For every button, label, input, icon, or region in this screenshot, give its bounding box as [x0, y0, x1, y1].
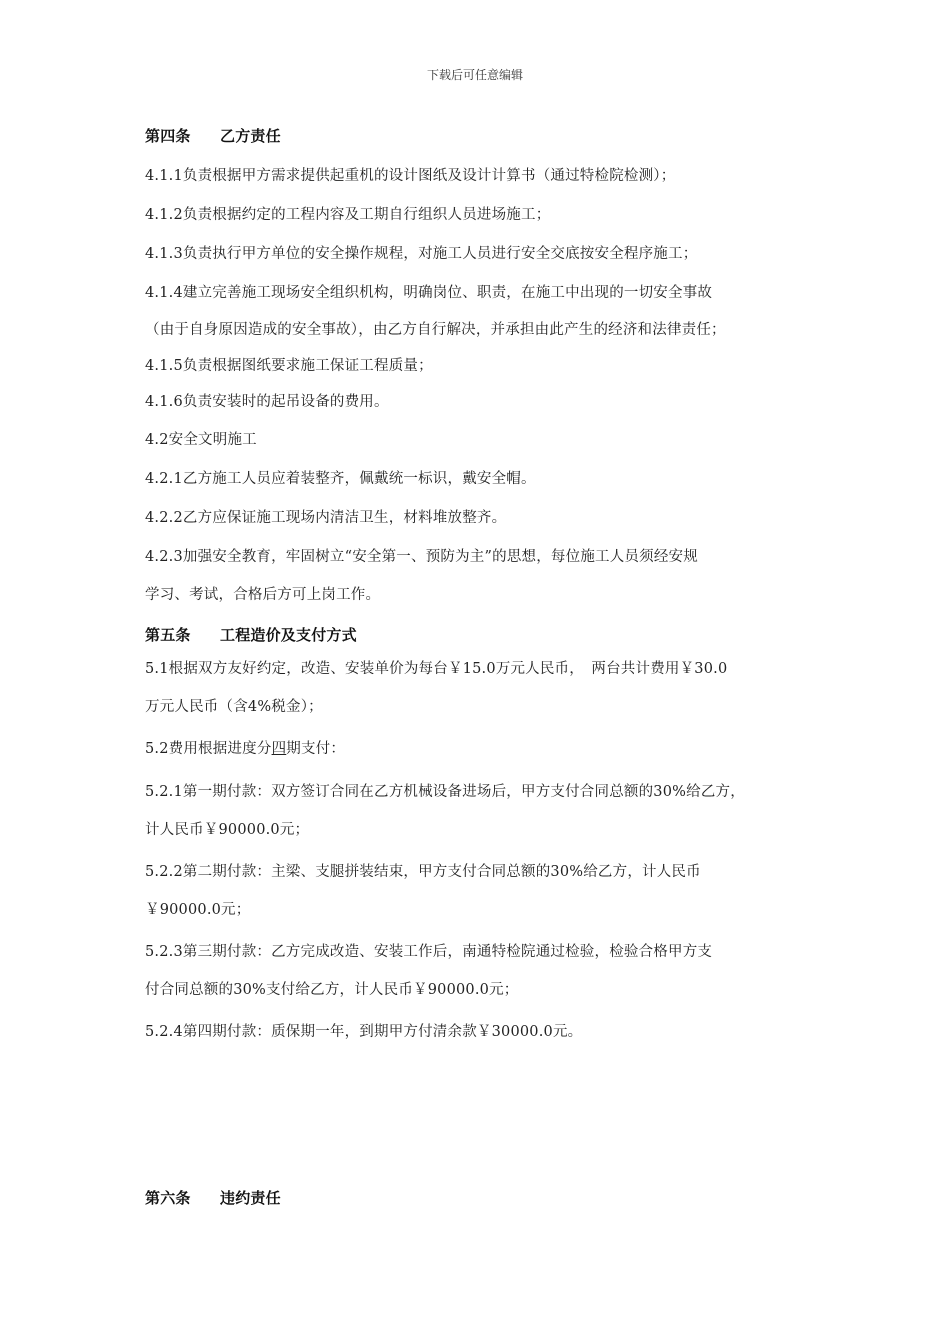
- clause-5-2-underlined: 四: [271, 741, 287, 757]
- clause-4-2: 4.2安全文明施工: [145, 432, 257, 448]
- clause-5-1-line2: 万元人民币（含4%税金）；: [145, 699, 323, 715]
- clause-4-1-2: 4.1.2负责根据约定的工程内容及工期自行组织人员进场施工；: [145, 207, 551, 223]
- clause-4-1-5: 4.1.5负责根据图纸要求施工保证工程质量；: [145, 358, 433, 374]
- clause-5-2-3-line1: 5.2.3第三期付款：乙方完成改造、安装工作后，南通特检院通过检验，检验合格甲方支: [145, 944, 713, 960]
- clause-5-2-prefix: 5.2费用根据进度分: [145, 741, 272, 757]
- clause-5-2-2-line2: ￥90000.0元；: [145, 902, 251, 918]
- clause-4-2-1: 4.2.1乙方施工人员应着装整齐，佩戴统一标识，戴安全帽。: [145, 471, 536, 487]
- clause-4-1-4-line2: （由于自身原因造成的安全事故），由乙方自行解决，并承担由此产生的经济和法律责任；: [145, 322, 726, 338]
- article-4-title: 乙方责任: [220, 127, 281, 145]
- article-5-heading: [145, 626, 357, 644]
- clause-5-2-4: 5.2.4第四期付款：质保期一年，到期甲方付清余款￥30000.0元。: [145, 1024, 583, 1040]
- article-6-heading: [145, 1189, 281, 1207]
- clause-5-2-suffix: 期支付：: [286, 741, 346, 757]
- article-5-number: 第五条: [145, 626, 191, 644]
- clause-5-1-line1: 5.1根据双方友好约定，改造、安装单价为每台￥15.0万元人民币， 两台共计费用￥30.0: [145, 661, 728, 677]
- clause-4-2-3-line1: 4.2.3加强安全教育，牢固树立“安全第一、预防为主”的思想，每位施工人员须经安规: [145, 549, 698, 565]
- article-4-number: 第四条: [145, 127, 191, 145]
- clause-4-1-6: 4.1.6负责安装时的起吊设备的费用。: [145, 394, 389, 410]
- clause-5-2-2-line1: 5.2.2第二期付款：主梁、支腿拼装结束，甲方支付合同总额的30%给乙方，计人民币: [145, 864, 701, 880]
- clause-4-2-3-line2: 学习、考试，合格后方可上岗工作。: [145, 587, 381, 603]
- clause-5-2-1-line2: 计人民币￥90000.0元；: [145, 822, 310, 838]
- clause-4-1-1: 4.1.1负责根据甲方需求提供起重机的设计图纸及设计计算书（通过特检院检测）；: [145, 168, 676, 184]
- article-4-heading: [145, 127, 281, 145]
- clause-5-2: [145, 740, 345, 758]
- clause-4-1-3: 4.1.3负责执行甲方单位的安全操作规程，对施工人员进行安全交底按安全程序施工；: [145, 246, 698, 262]
- clause-5-2-3-line2: 付合同总额的30%支付给乙方，计人民币￥90000.0元；: [145, 982, 519, 998]
- article-6-number: 第六条: [145, 1189, 191, 1207]
- page-header: 下载后可任意编辑: [426, 68, 523, 82]
- article-6-title: 违约责任: [220, 1189, 281, 1207]
- clause-5-2-1-line1: 5.2.1第一期付款：双方签订合同在乙方机械设备进场后，甲方支付合同总额的30%给乙方，: [145, 784, 745, 800]
- clause-4-2-2: 4.2.2乙方应保证施工现场内清洁卫生，材料堆放整齐。: [145, 510, 507, 526]
- clause-4-1-4-line1: 4.1.4建立完善施工现场安全组织机构，明确岗位、职责，在施工中出现的一切安全事故: [145, 285, 713, 301]
- article-5-title: 工程造价及支付方式: [220, 626, 357, 644]
